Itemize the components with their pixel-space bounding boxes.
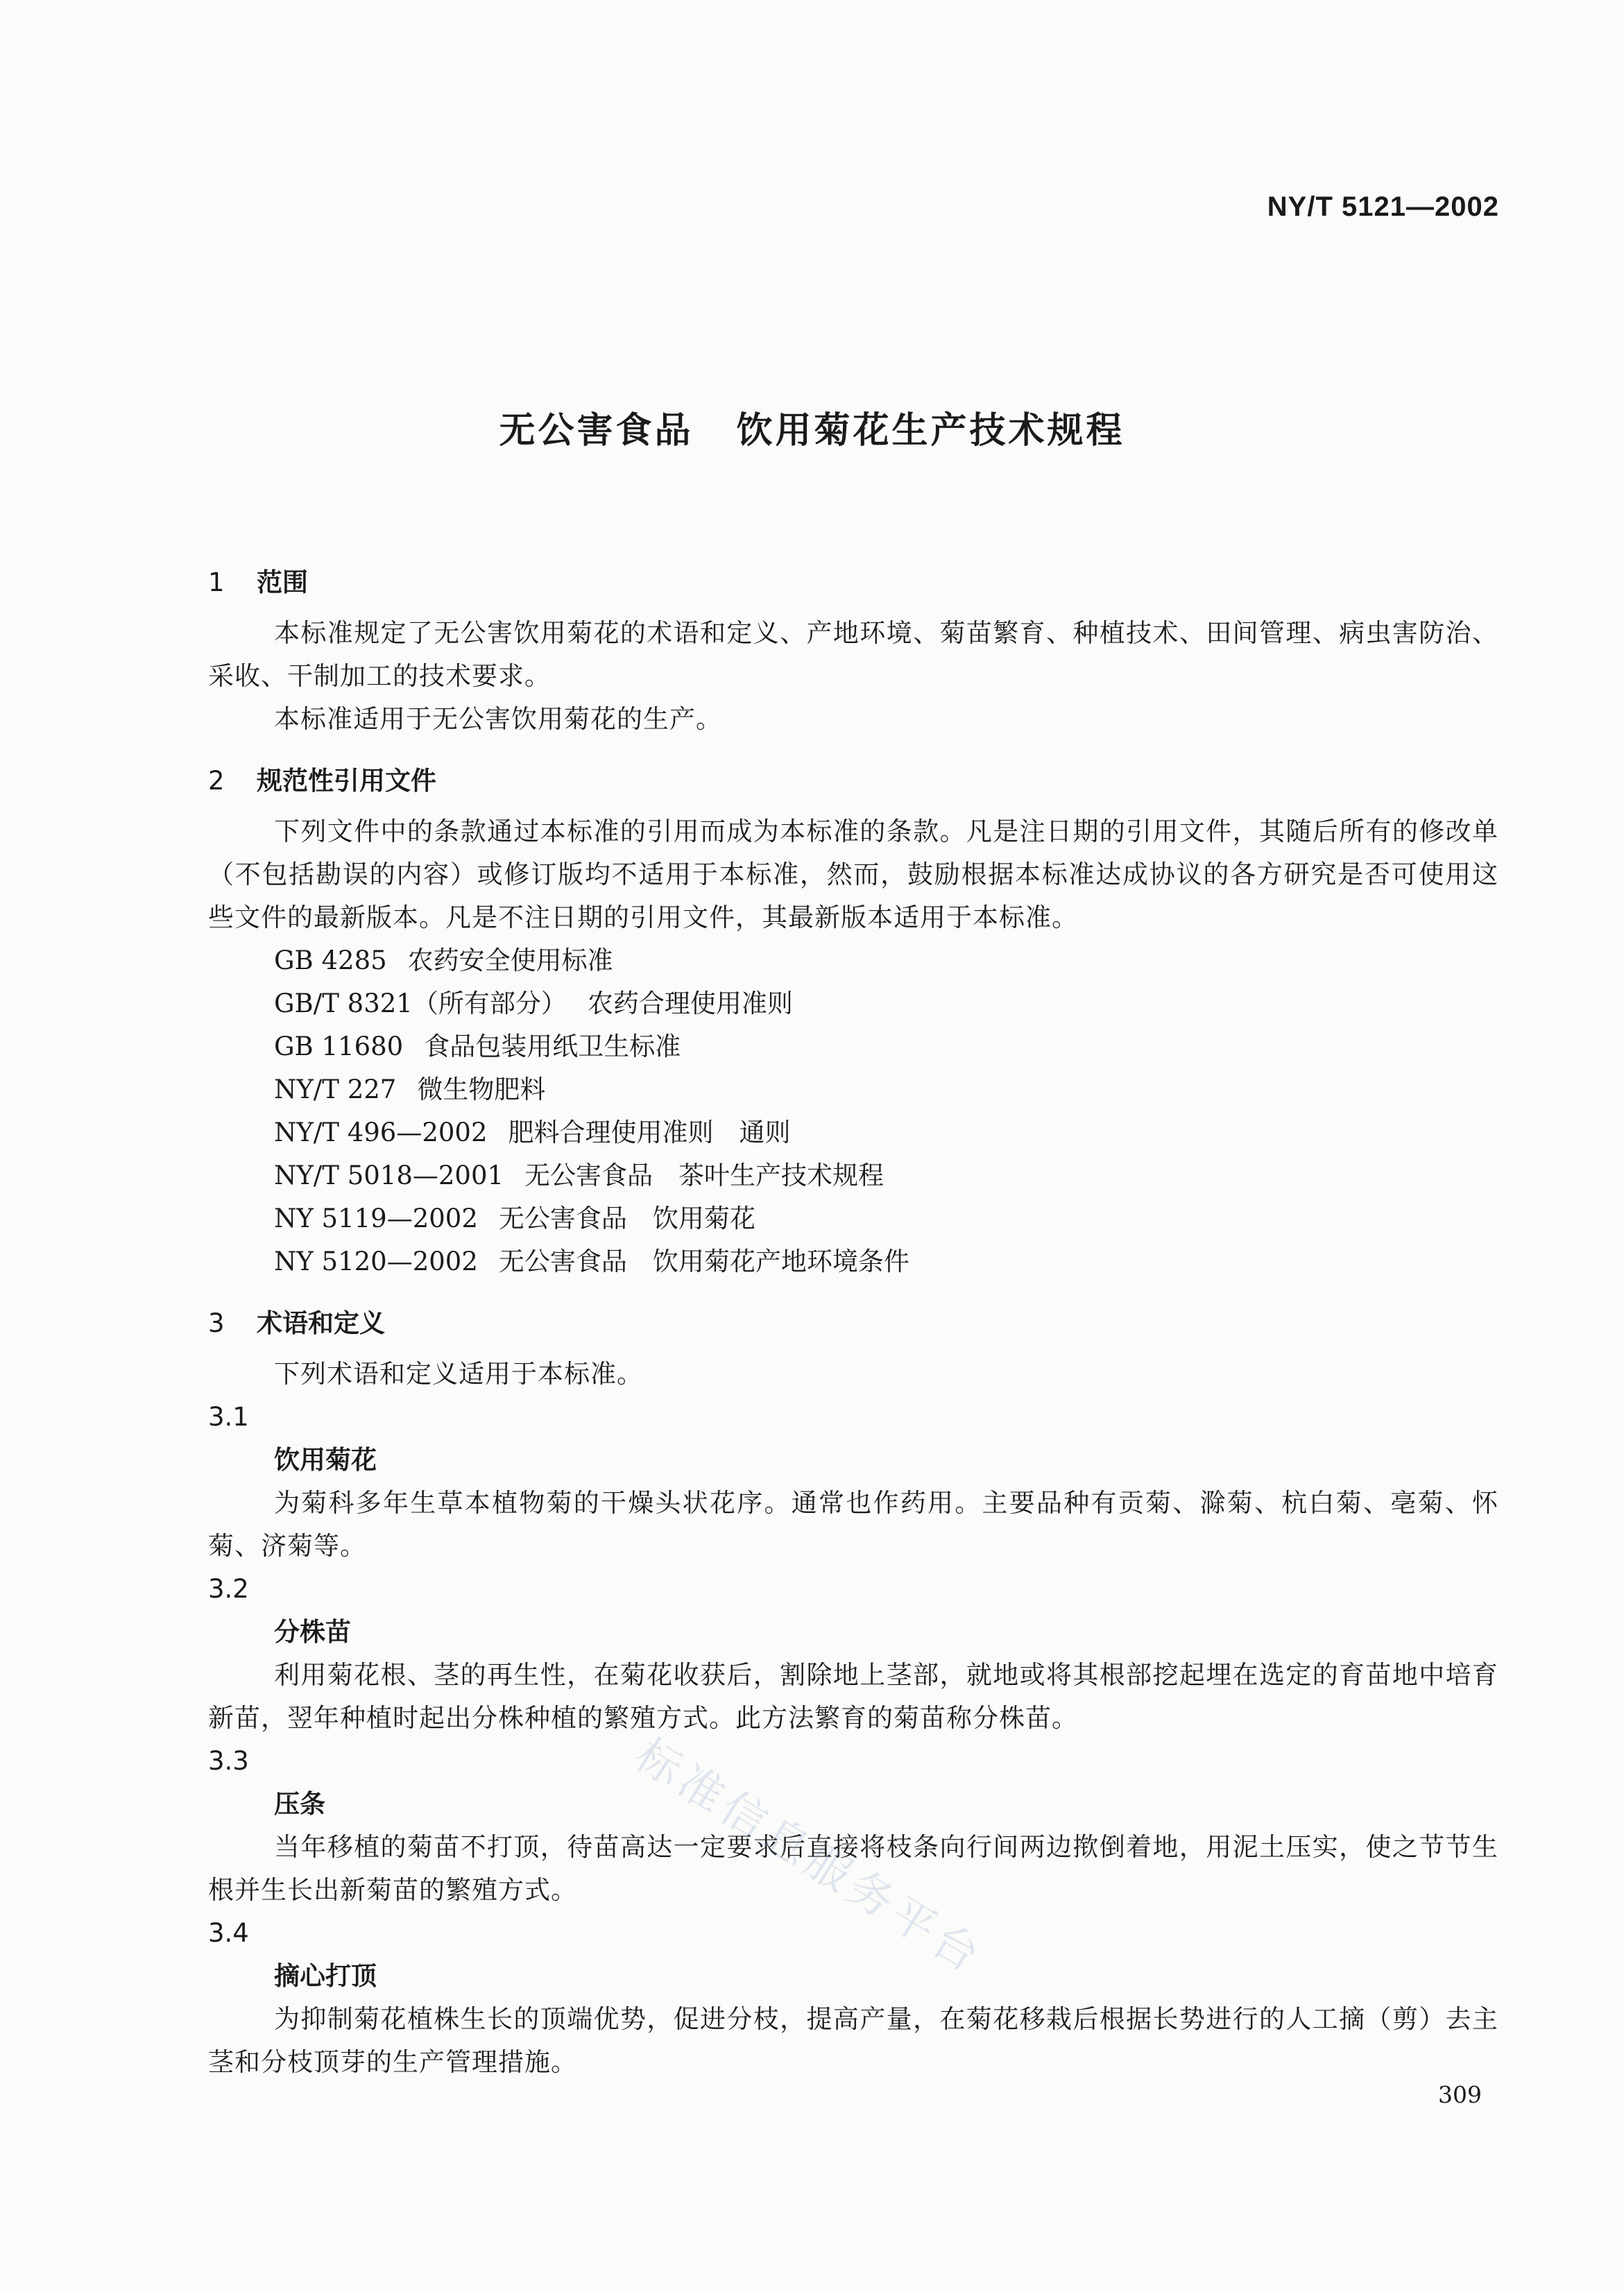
reference-code: GB 11680	[274, 1032, 404, 1061]
reference-code: NY/T 496—2002	[274, 1118, 488, 1147]
term-definition: 为菊科多年生草本植物菊的干燥头状花序。通常也作药用。主要品种有贡菊、滁菊、杭白菊、亳菊、怀菊、济菊等。	[208, 1488, 1498, 1561]
reference-name: 农药安全使用标准	[407, 946, 613, 975]
reference-item	[208, 939, 1498, 982]
term-number: 3.2	[208, 1574, 249, 1604]
reference-name: 无公害食品 饮用菊花产地环境条件	[498, 1247, 909, 1276]
reference-name: 无公害食品 茶叶生产技术规程	[524, 1161, 884, 1190]
reference-name: 农药合理使用准则	[587, 989, 793, 1018]
section-1-paragraph-1: 本标准规定了无公害饮用菊花的术语和定义、产地环境、菊苗繁育、种植技术、田间管理、病虫害防治、采收、干制加工的技术要求。	[208, 618, 1498, 691]
reference-item	[208, 1197, 1498, 1240]
section-number: 2	[208, 766, 225, 796]
reference-code: NY 5119—2002	[274, 1204, 478, 1233]
watermark: 标准信息服务平台	[626, 1729, 993, 1985]
section-2-heading	[208, 760, 1498, 802]
section-3-heading	[208, 1303, 1498, 1344]
term-number: 3.4	[208, 1918, 249, 1948]
section-3-intro: 下列术语和定义适用于本标准。	[274, 1359, 643, 1389]
reference-code: NY 5120—2002	[274, 1247, 478, 1276]
term-name: 饮用菊花	[274, 1445, 377, 1475]
term-name: 摘心打顶	[274, 1961, 377, 1991]
section-1-paragraph-2: 本标准适用于无公害饮用菊花的生产。	[274, 704, 722, 734]
title-part-1: 无公害食品	[499, 410, 694, 452]
reference-name: 无公害食品 饮用菊花	[498, 1204, 755, 1233]
term-definition: 利用菊花根、茎的再生性，在菊花收获后，割除地上茎部，就地或将其根部挖起埋在选定的育苗地中培育新苗，翌年种植时起出分株种植的繁殖方式。此方法繁育的菊苗称分株苗。	[208, 1660, 1498, 1733]
reference-code: NY/T 227	[274, 1075, 397, 1104]
section-title: 术语和定义	[257, 1308, 385, 1338]
reference-item	[208, 1111, 1498, 1154]
reference-item	[208, 1025, 1498, 1068]
reference-item	[208, 982, 1498, 1025]
section-2-paragraph-1: 下列文件中的条款通过本标准的引用而成为本标准的条款。凡是注日期的引用文件，其随后所有的修改单（不包括勘误的内容）或修订版均不适用于本标准，然而，鼓励根据本标准达成协议的各方研究是否可使用这些文件的最新版本。凡是不注日期的引用文件，其最新版本适用于本标准。	[208, 816, 1498, 932]
reference-item	[208, 1068, 1498, 1111]
document-title	[0, 401, 1624, 453]
reference-name: 食品包装用纸卫生标准	[424, 1032, 681, 1061]
reference-name: 肥料合理使用准则 通则	[508, 1118, 791, 1147]
term-number: 3.3	[208, 1746, 249, 1776]
section-1-heading	[208, 562, 1498, 604]
reference-code: GB 4285	[274, 946, 387, 975]
standard-code: NY/T 5121—2002	[1267, 191, 1499, 222]
term-number: 3.1	[208, 1402, 249, 1432]
reference-code: NY/T 5018—2001	[274, 1161, 504, 1190]
term-name: 分株苗	[274, 1617, 351, 1647]
section-title: 规范性引用文件	[257, 766, 436, 796]
reference-item	[208, 1154, 1498, 1197]
page-number: 309	[1438, 2081, 1482, 2108]
term-name: 压条	[274, 1789, 325, 1819]
reference-code: GB/T 8321（所有部分）	[274, 989, 567, 1018]
reference-name: 微生物肥料	[417, 1075, 546, 1104]
title-part-2: 饮用菊花生产技术规程	[736, 410, 1125, 452]
section-number: 1	[208, 567, 225, 597]
section-title: 范围	[257, 567, 308, 597]
section-number: 3	[208, 1308, 225, 1338]
reference-item	[208, 1240, 1498, 1283]
term-definition: 当年移植的菊苗不打顶，待苗高达一定要求后直接将枝条向行间两边揿倒着地，用泥土压实，使之节节生根并生长出新菊苗的繁殖方式。	[208, 1832, 1498, 1905]
term-definition: 为抑制菊花植株生长的顶端优势，促进分枝，提高产量，在菊花移栽后根据长势进行的人工摘（剪）去主茎和分枝顶芽的生产管理措施。	[208, 2004, 1498, 2077]
